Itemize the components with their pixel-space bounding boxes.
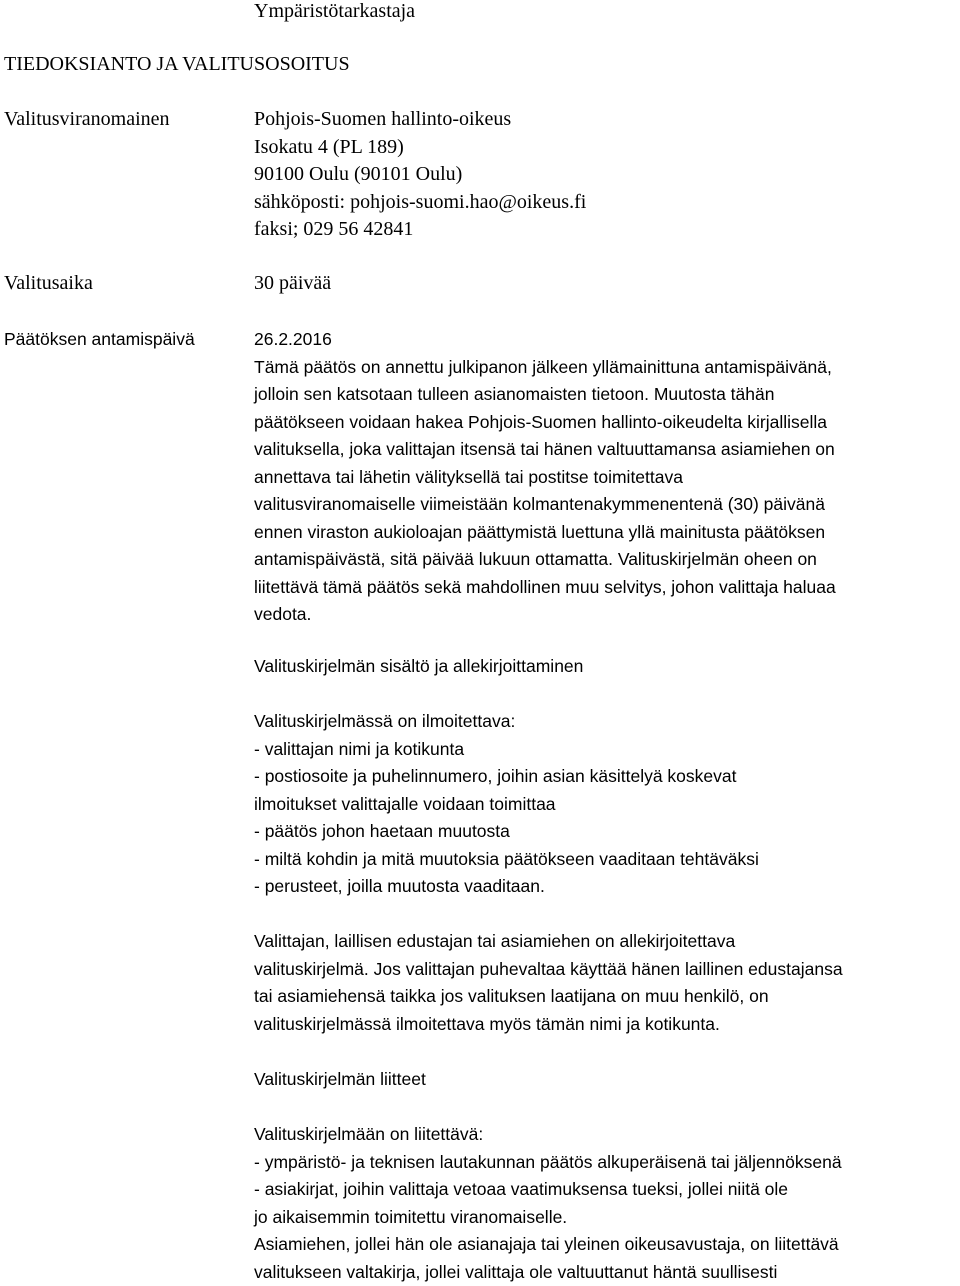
contents-section	[254, 653, 956, 681]
list-item: jo aikaisemmin toimitettu viranomaiselle.	[254, 1206, 568, 1227]
list-intro: Valituskirjelmään on liitettävä:	[254, 1124, 484, 1144]
decision-text-line: jolloin sen katsotaan tulleen asianomaisten tietoon. Muutosta tähän	[254, 384, 775, 404]
decision-text-line: liitettävä tämä päätös sekä mahdollinen muu selvitys, johon valittaja haluaa	[254, 576, 836, 597]
authority-line: Isokatu 4 (PL 189)	[254, 135, 404, 158]
paragraph-line: valituskirjelmä. Jos valittajan puhevaltaa käyttää hänen laillinen edustajansa	[254, 958, 843, 979]
list-item: - valittajan nimi ja kotikunta	[254, 738, 465, 759]
decision-date-label: Päätöksen antamispäivä	[4, 329, 195, 349]
document-title: TIEDOKSIANTO JA VALITUSOSOITUS	[4, 53, 350, 75]
decision-text-line: päätökseen voidaan hakea Pohjois-Suomen hallinto-oikeudelta kirjallisella	[254, 411, 827, 432]
decision-text-line: vedota.	[254, 604, 312, 624]
decision-date-block	[254, 326, 956, 629]
paragraph-line: Valittajan, laillisen edustajan tai asiamiehen on allekirjoitettava	[254, 931, 736, 951]
paragraph-line: valituskirjelmässä ilmoitettava myös tämän nimi ja kotikunta.	[254, 1013, 720, 1034]
authority-email: sähköposti: pohjois-suomi.hao@oikeus.fi	[254, 190, 587, 213]
decision-text-line: annettava tai lähetin välityksellä tai postitse toimitettava	[254, 466, 683, 487]
list-item: ilmoitukset valittajalle voidaan toimittaa	[254, 793, 556, 814]
authority-label: Valitusviranomainen	[4, 108, 170, 130]
authority-line: 90100 Oulu (90101 Oulu)	[254, 163, 463, 185]
list-item: - päätös johon haetaan muutosta	[254, 821, 510, 841]
department-header: Ympäristötarkastaja	[254, 0, 416, 22]
contents-list	[254, 708, 956, 901]
section-heading: Valituskirjelmän sisältö ja allekirjoittaminen	[254, 656, 584, 676]
section-heading: Valituskirjelmän liitteet	[254, 1069, 426, 1089]
authority-fax: faksi; 029 56 42841	[254, 218, 414, 240]
paragraph-line: Asiamiehen, jollei hän ole asianajaja tai yleinen oikeusavustaja, on liitettävä	[254, 1234, 839, 1254]
authority-line: Pohjois-Suomen hallinto-oikeus	[254, 108, 512, 130]
authority-address	[254, 106, 956, 244]
signing-paragraph	[254, 928, 956, 1038]
appeal-period-label: Valitusaika	[4, 272, 93, 294]
attachments-list	[254, 1121, 956, 1286]
list-item: - postiosoite ja puhelinnumero, joihin asian käsittelyä koskevat	[254, 766, 737, 786]
list-intro: Valituskirjelmässä on ilmoitettava:	[254, 711, 516, 731]
decision-text-line: valituksella, joka valittajan itsensä tai hänen valtuuttamansa asiamiehen on	[254, 439, 835, 459]
list-item: - ympäristö- ja teknisen lautakunnan päätös alkuperäisenä tai jäljennöksenä	[254, 1151, 842, 1172]
decision-date-value: 26.2.2016	[254, 329, 332, 349]
list-item: - asiakirjat, joihin valittaja vetoaa vaatimuksensa tueksi, jollei niitä ole	[254, 1179, 789, 1199]
paragraph-line: valitukseen valtakirja, jollei valittaja ole valtuuttanut häntä suullisesti	[254, 1261, 778, 1282]
list-item: - perusteet, joilla muutosta vaaditaan.	[254, 876, 545, 896]
appeal-period-value: 30 päivää	[254, 272, 332, 294]
decision-text-line: Tämä päätös on annettu julkipanon jälkeen yllämainittuna antamispäivänä,	[254, 356, 832, 377]
decision-text-line: antamispäivästä, sitä päivää lukuun ottamatta. Valituskirjelmän oheen on	[254, 549, 817, 569]
list-item: - miltä kohdin ja mitä muutoksia päätökseen vaaditaan tehtäväksi	[254, 848, 759, 869]
paragraph-line: tai asiamiehensä taikka jos valituksen laatijana on muu henkilö, on	[254, 986, 769, 1006]
attachments-section	[254, 1066, 956, 1094]
decision-text-line: valitusviranomaiselle viimeistään kolmantenakymmenentenä (30) päivänä	[254, 494, 825, 514]
decision-text-line: ennen viraston aukioloajan päättymistä luettuna yllä mainitusta päätöksen	[254, 521, 826, 542]
